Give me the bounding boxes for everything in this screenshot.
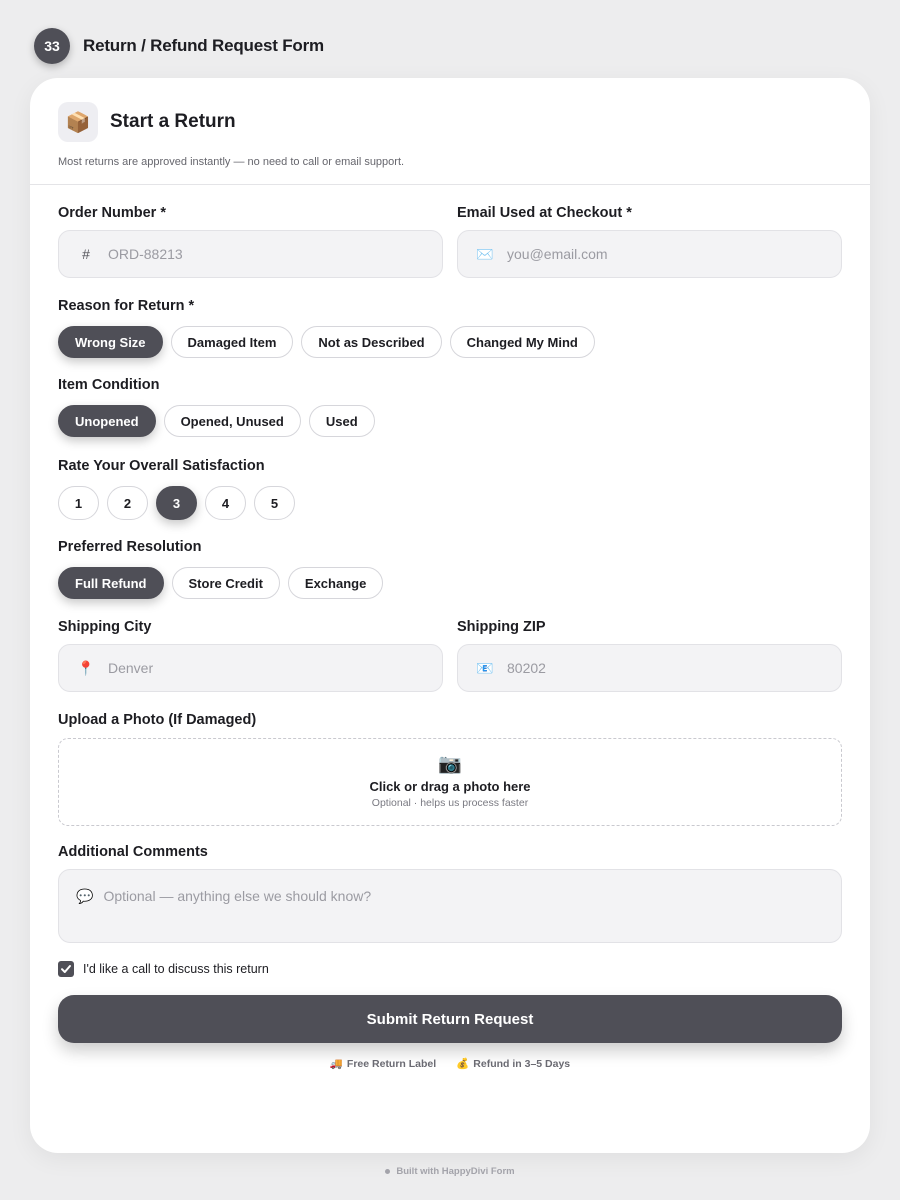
resolution-option[interactable]: Full Refund bbox=[58, 567, 164, 599]
reason-option[interactable]: Changed My Mind bbox=[450, 326, 595, 358]
package-icon: 📦 bbox=[58, 102, 98, 142]
email-label: Email Used at Checkout * bbox=[457, 205, 632, 221]
resolution-options bbox=[58, 567, 383, 599]
reason-label: Reason for Return * bbox=[58, 298, 195, 314]
page-header bbox=[34, 28, 324, 64]
perk-text: Refund in 3–5 Days bbox=[473, 1057, 571, 1070]
satisfaction-options bbox=[58, 486, 295, 520]
condition-options bbox=[58, 405, 375, 437]
resolution-option[interactable]: Store Credit bbox=[172, 567, 280, 599]
speech-bubble-icon: 💬 bbox=[76, 888, 94, 904]
resolution-option[interactable]: Exchange bbox=[288, 567, 383, 599]
order-number-placeholder: ORD-88213 bbox=[108, 246, 183, 262]
satisfaction-option[interactable]: 1 bbox=[58, 486, 99, 520]
condition-option[interactable]: Opened, Unused bbox=[164, 405, 301, 437]
call-checkbox-row[interactable] bbox=[58, 961, 269, 977]
perk-text: Free Return Label bbox=[346, 1057, 437, 1070]
footer-text: Built with HappyDivi Form bbox=[396, 1166, 515, 1177]
zip-label: Shipping ZIP bbox=[457, 619, 546, 635]
card-subtitle: Most returns are approved instantly — no need to call or email support. bbox=[58, 156, 405, 168]
page-title: Return / Refund Request Form bbox=[83, 36, 324, 55]
order-number-input[interactable] bbox=[58, 230, 443, 278]
satisfaction-option[interactable]: 5 bbox=[254, 486, 295, 520]
satisfaction-option[interactable]: 2 bbox=[107, 486, 148, 520]
comments-textarea[interactable] bbox=[58, 869, 842, 943]
upload-subtitle: Optional · helps us process faster bbox=[371, 797, 529, 809]
step-number-badge: 33 bbox=[34, 28, 70, 64]
zip-placeholder: 80202 bbox=[507, 660, 546, 676]
reason-option[interactable]: Not as Described bbox=[301, 326, 441, 358]
upload-title: Click or drag a photo here bbox=[369, 779, 531, 794]
call-checkbox[interactable] bbox=[58, 961, 74, 977]
reason-option[interactable]: Wrong Size bbox=[58, 326, 163, 358]
truck-icon: 🚚 bbox=[329, 1058, 343, 1070]
email-placeholder: you@email.com bbox=[507, 246, 608, 262]
city-input[interactable] bbox=[58, 644, 443, 692]
city-placeholder: Denver bbox=[108, 660, 154, 676]
condition-option[interactable]: Unopened bbox=[58, 405, 156, 437]
camera-icon: 📷 bbox=[438, 754, 462, 775]
money-bag-icon: 💰 bbox=[456, 1058, 470, 1070]
condition-label: Item Condition bbox=[58, 377, 160, 393]
comments-placeholder: Optional — anything else we should know? bbox=[103, 888, 372, 904]
satisfaction-label: Rate Your Overall Satisfaction bbox=[58, 458, 265, 474]
hash-icon: # bbox=[82, 246, 90, 262]
pin-icon: 📍 bbox=[77, 659, 95, 676]
upload-label: Upload a Photo (If Damaged) bbox=[58, 712, 257, 728]
order-number-label: Order Number * bbox=[58, 205, 166, 221]
email-input[interactable] bbox=[457, 230, 842, 278]
condition-option[interactable]: Used bbox=[309, 405, 375, 437]
footer-dot bbox=[385, 1169, 390, 1174]
zip-input[interactable] bbox=[457, 644, 842, 692]
card-title: Start a Return bbox=[110, 111, 236, 132]
return-form-card bbox=[30, 78, 870, 1153]
perk-free-label bbox=[330, 1057, 436, 1070]
checkmark-icon bbox=[60, 963, 72, 975]
mail-icon: 📧 bbox=[476, 659, 494, 676]
resolution-label: Preferred Resolution bbox=[58, 539, 202, 555]
satisfaction-option[interactable]: 4 bbox=[205, 486, 246, 520]
comments-label: Additional Comments bbox=[58, 844, 208, 860]
photo-upload-dropzone[interactable] bbox=[58, 738, 842, 826]
satisfaction-option[interactable]: 3 bbox=[156, 486, 197, 520]
footer bbox=[0, 1166, 900, 1177]
submit-button[interactable]: Submit Return Request bbox=[58, 995, 842, 1043]
call-checkbox-label: I'd like a call to discuss this return bbox=[83, 962, 269, 976]
reason-option[interactable]: Damaged Item bbox=[171, 326, 294, 358]
city-label: Shipping City bbox=[58, 619, 152, 635]
envelope-icon: ✉️ bbox=[476, 245, 494, 262]
reason-options bbox=[58, 326, 595, 358]
perks-row bbox=[30, 1057, 870, 1070]
card-header bbox=[30, 78, 870, 185]
perk-refund-time bbox=[456, 1057, 570, 1070]
